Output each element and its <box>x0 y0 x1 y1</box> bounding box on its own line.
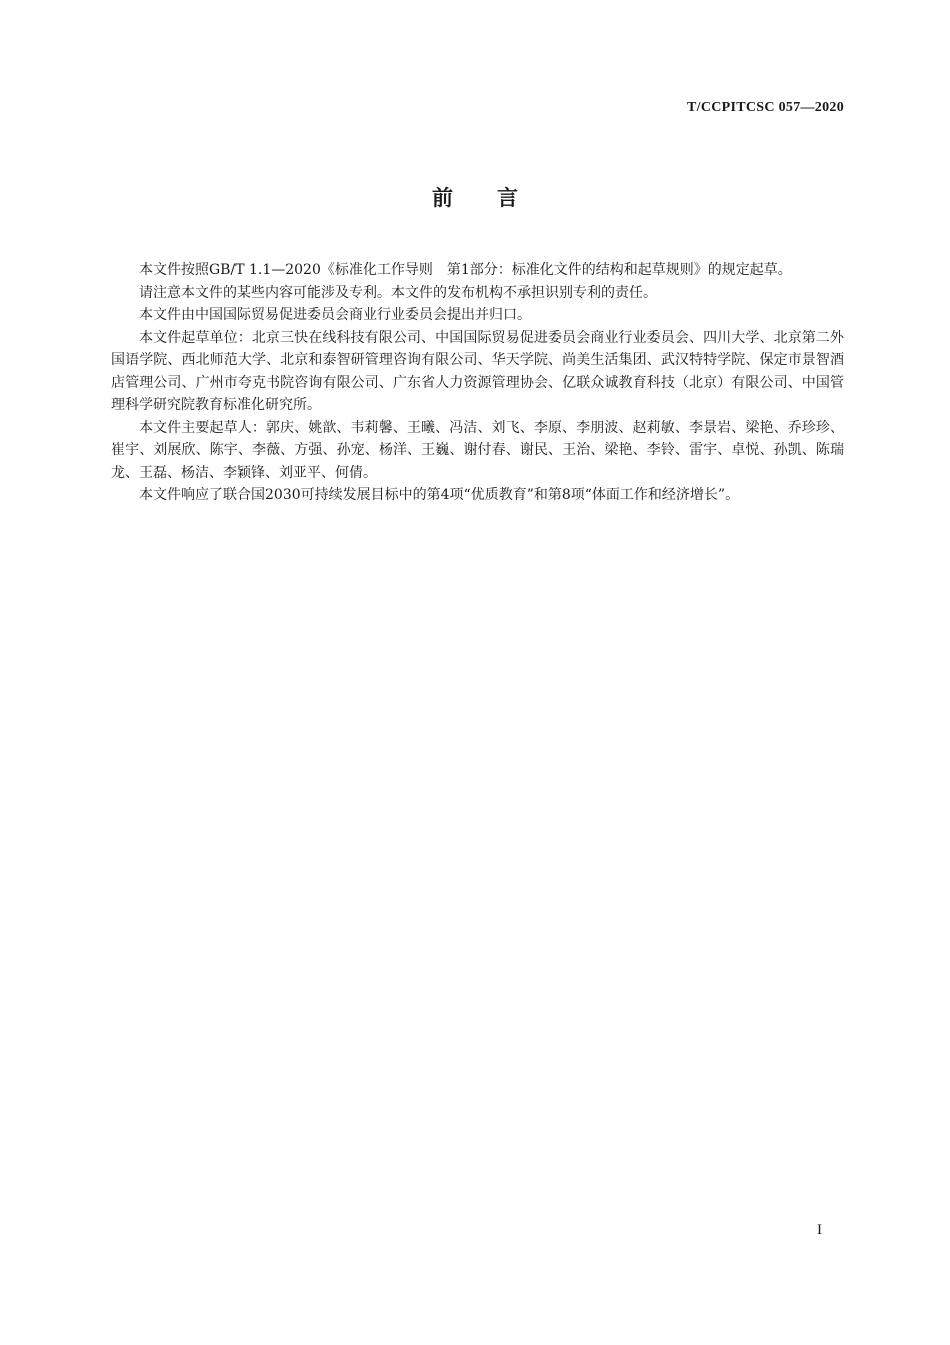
paragraph-drafting-units: 本文件起草单位：北京三快在线科技有限公司、中国国际贸易促进委员会商业行业委员会、四川大学、北京第二外国语学院、西北师范大学、北京和泰智研管理咨询有限公司、华天学院、尚美生活集团、武汉特特学院、保定市景智酒店管理公司、广州市夸克书院咨询有限公司、广东省人力资源管理协会、亿联众诚教育科技（北京）有限公司、中国管理科学研究院教育标准化研究所。 <box>111 329 844 413</box>
foreword-body <box>111 259 844 507</box>
paragraph-proposer: 本文件由中国国际贸易促进委员会商业行业委员会提出并归口。 <box>139 307 531 323</box>
document-code: T/CCPITCSC 057—2020 <box>687 100 844 115</box>
paragraph-drafting-basis: 本文件按照GB/T 1.1—2020《标准化工作导则 第1部分：标准化文件的结构和起草规则》的规定起草。 <box>139 262 792 278</box>
page-title: 前言 <box>432 186 562 210</box>
paragraph-sdg-response: 本文件响应了联合国2030可持续发展目标中的第4项“优质教育”和第8项“体面工作和经济增长”。 <box>139 487 740 503</box>
paragraph-drafters: 本文件主要起草人：郭庆、姚歆、韦莉馨、王曦、冯洁、刘飞、李原、李朋波、赵莉敏、李景岩、梁艳、乔珍珍、崔宇、刘展欣、陈宇、李薇、方强、孙宠、杨洋、王巍、谢付春、谢民、王治、梁艳、李铃、雷宇、卓悦、孙凯、陈瑞龙、王磊、杨洁、李颖锋、刘亚平、何倩。 <box>111 419 844 481</box>
paragraph-patent-notice: 请注意本文件的某些内容可能涉及专利。本文件的发布机构不承担识别专利的责任。 <box>139 284 657 301</box>
page-number: I <box>817 1222 822 1238</box>
